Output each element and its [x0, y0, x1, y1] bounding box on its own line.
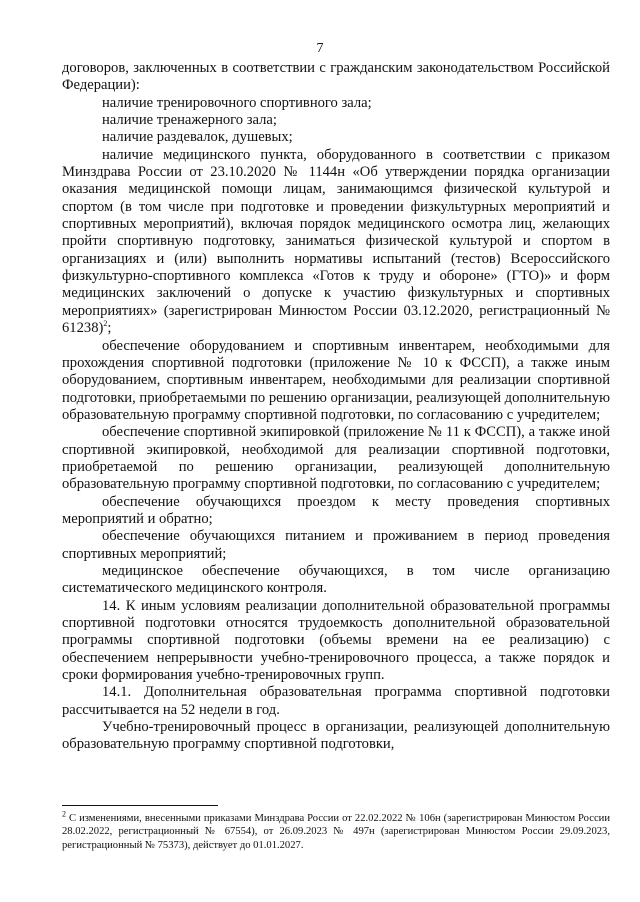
footnote-mark: 2: [62, 809, 66, 819]
footnote-reference: 2: [103, 319, 108, 329]
paragraph: наличие тренажерного зала;: [102, 112, 277, 129]
paragraph: обеспечение оборудованием и спортивным инвентарем, необходимыми для прохождения спортивной подготовки (приложение № 10 к ФССП), а также иным оборудованием, спортивным инвентарем, необходимыми для реализации спортивной подготовки, приобретаемыми по решению организации, реализующей дополнительную образовательную программу спортивной подготовки, по согласованию с учредителем;: [62, 337, 610, 423]
paragraph-end-punct: ;: [107, 320, 112, 337]
paragraph: 14.1. Дополнительная образовательная программа спортивной подготовки рассчитывается на 52 недели в год.: [62, 684, 610, 718]
paragraph: 14. К иным условиям реализации дополнительной образовательной программы спортивной подготовки относятся трудоемкость дополнительной образовательной программы спортивной подготовки (объемы времени на ее реализацию) с обеспечением непрерывности учебно-тренировочного процесса, а также порядок и сроки формирования учебно-тренировочных групп.: [62, 597, 610, 684]
paragraph: обеспечение спортивной экипировкой (приложение № 11 к ФССП), а также иной спортивной экипировкой, необходимой для реализации спортивной подготовки, приобретаемой по решению организации, реализующей дополнительную образовательную программу спортивной подготовки, по согласованию с учредителем;: [62, 424, 610, 493]
paragraph-with-footnote: [62, 147, 610, 338]
footnote-text: С изменениями, внесенными приказами Минздрава России от 22.02.2022 № 106н (зарегистрирован Минюстом России 28.02.2022, регистрационный № 67554), от 26.09.2023 № 497н (зарегистрирован Минюстом России 29.09.2023, регистрационный № 75373), действует до 01.01.2027.: [62, 813, 610, 851]
paragraph: обеспечение обучающихся питанием и проживанием в период проведения спортивных мероприятий;: [62, 528, 610, 562]
paragraph: обеспечение обучающихся проездом к месту проведения спортивных мероприятий и обратно;: [62, 493, 610, 527]
paragraph: наличие тренировочного спортивного зала;: [102, 94, 372, 111]
paragraph: наличие раздевалок, душевых;: [102, 129, 293, 146]
paragraph: Учебно-тренировочный процесс в организации, реализующей дополнительную образовательную программу спортивной подготовки,: [62, 719, 610, 753]
paragraph: медицинское обеспечение обучающихся, в том числе организацию систематического медицинского контроля.: [62, 562, 610, 597]
document-body: [62, 60, 610, 754]
paragraph: договоров, заключенных в соответствии с гражданским законодательством Российской Федерации):: [62, 60, 610, 94]
page-number: 7: [316, 41, 324, 56]
footnote: [62, 809, 610, 852]
footnote-divider: [62, 805, 218, 806]
paragraph-text: наличие медицинского пункта, оборудованного в соответствии с приказом Минздрава России от 23.10.2020 № 1144н «Об утверждении порядка организации оказания медицинской помощи лицам, занимающимся физической культурой и спортом (в том числе при подготовке и проведении физкультурных мероприятий и спортивных мероприятий), включая порядок медицинского осмотра лиц, желающих пройти спортивную подготовку, заниматься физической культурой и спортом в организациях и (или) выполнить нормативы испытаний (тестов) Всероссийского физкультурно-спортивного комплекса «Готов к труду и обороне» (ГТО)» и форм медицинских заключений о допуске к участию физкультурных и спортивных мероприятиях» (зарегистрирован Минюстом России 03.12.2020, регистрационный № 61238): [62, 146, 610, 337]
